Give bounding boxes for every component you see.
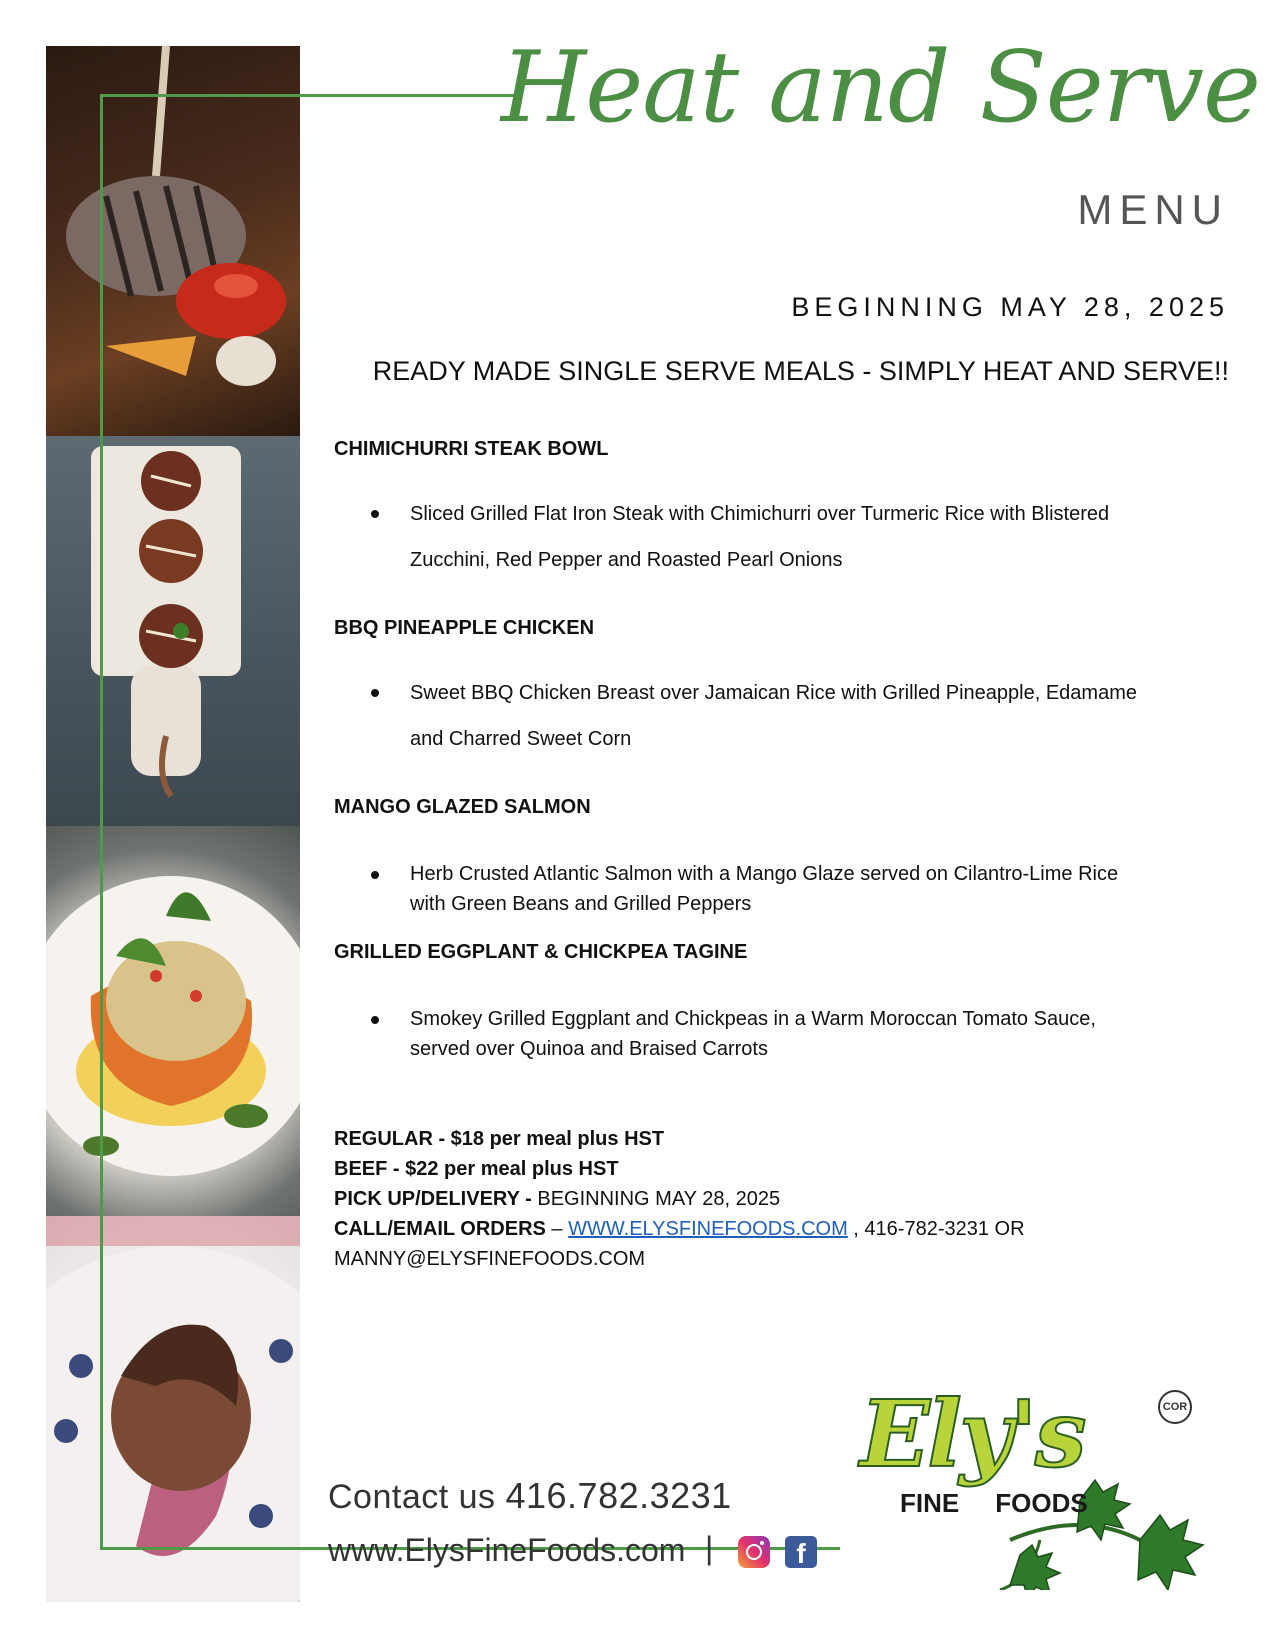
frame-line-left bbox=[100, 94, 103, 1549]
page-subtitle: MENU bbox=[1077, 186, 1229, 233]
photo-squash-dish bbox=[46, 826, 300, 1216]
price-beef: BEEF - $22 per meal plus HST bbox=[334, 1158, 619, 1180]
start-date: BEGINNING MAY 28, 2025 bbox=[791, 292, 1229, 322]
menu-item-description bbox=[334, 491, 1224, 583]
menu-item-description bbox=[334, 670, 1224, 762]
menu-item-description bbox=[334, 859, 1224, 919]
list-item: Sweet BBQ Chicken Breast over Jamaican Rice with Grilled Pineapple, Edamame and Charred Sweet Corn bbox=[334, 670, 1224, 762]
contact-number: 416.782.3231 bbox=[505, 1475, 732, 1516]
instagram-icon[interactable] bbox=[738, 1536, 770, 1568]
order-info: REGULAR - $18 per meal plus HST BEEF - $22 per meal plus HST PICK UP/DELIVERY - BEGINNING MAY 28, 2025 CALL/EMAIL ORDERS – WWW.ELYSFINEFOODS.COM , 416-782-3231 OR MANNY@ELYSFINEFOODS.COM bbox=[334, 1124, 1234, 1274]
orders-phone: , 416-782-3231 OR bbox=[847, 1218, 1025, 1240]
footer-separator: | bbox=[705, 1530, 714, 1566]
menu-item-title: BBQ PINEAPPLE CHICKEN bbox=[334, 617, 595, 639]
menu-item-title: GRILLED EGGPLANT & CHICKPEA TAGINE bbox=[334, 941, 748, 963]
cor-seal: COR bbox=[1158, 1390, 1192, 1424]
facebook-icon[interactable]: f bbox=[785, 1536, 817, 1568]
website-link[interactable]: WWW.ELYSFINEFOODS.COM bbox=[568, 1218, 848, 1240]
bullet-icon bbox=[371, 871, 379, 879]
list-item: Herb Crusted Atlantic Salmon with a Mango Glaze served on Cilantro-Lime Rice with Green Beans and Grilled Peppers bbox=[334, 859, 1224, 919]
menu-item bbox=[334, 438, 1224, 583]
orders-email: MANNY@ELYSFINEFOODS.COM bbox=[334, 1248, 646, 1270]
list-item: Sliced Grilled Flat Iron Steak with Chimichurri over Turmeric Rice with Blistered Zucchini, Red Pepper and Roasted Pearl Onions bbox=[334, 491, 1224, 583]
tagline: READY MADE SINGLE SERVE MEALS - SIMPLY HEAT AND SERVE!! bbox=[372, 356, 1229, 386]
footer-website[interactable]: www.ElysFineFoods.com bbox=[328, 1532, 686, 1568]
logo-wordmark: FINE FOODS bbox=[900, 1488, 1088, 1518]
menu-item bbox=[334, 941, 1224, 1064]
photo-strip bbox=[46, 46, 300, 1602]
pickup-value: BEGINNING MAY 28, 2025 bbox=[531, 1188, 781, 1210]
menu-item bbox=[334, 617, 1224, 762]
bullet-icon bbox=[371, 1016, 379, 1024]
photo-chocolate-dessert bbox=[46, 1216, 300, 1602]
orders-label: CALL/EMAIL ORDERS bbox=[334, 1218, 546, 1240]
list-item: Smokey Grilled Eggplant and Chickpeas in a Warm Moroccan Tomato Sauce, served over Quinoa and Braised Carrots bbox=[334, 1004, 1224, 1064]
photo-appetizer-board bbox=[46, 436, 300, 826]
menu-list bbox=[334, 438, 1224, 1064]
pickup-label: PICK UP/DELIVERY - bbox=[334, 1188, 532, 1210]
menu-item-title: CHIMICHURRI STEAK BOWL bbox=[334, 438, 609, 460]
menu-item-title: MANGO GLAZED SALMON bbox=[334, 796, 591, 818]
menu-item bbox=[334, 796, 1224, 919]
bullet-icon bbox=[371, 689, 379, 697]
menu-item-description bbox=[334, 1004, 1224, 1064]
contact-line: Contact us 416.782.3231 bbox=[328, 1475, 732, 1516]
page-title: Heat and Serve bbox=[500, 31, 1260, 145]
brand-logo bbox=[840, 1380, 1220, 1590]
photo-steak bbox=[46, 46, 300, 436]
frame-line-top bbox=[100, 94, 515, 97]
price-regular: REGULAR - $18 per meal plus HST bbox=[334, 1128, 665, 1150]
bullet-icon bbox=[371, 510, 379, 518]
logo-script: Ely's bbox=[860, 1380, 1084, 1488]
